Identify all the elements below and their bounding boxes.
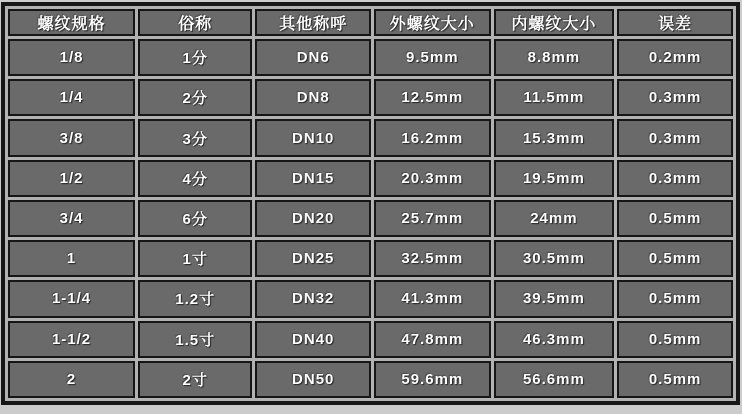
table-cell: 1.5寸 bbox=[138, 321, 252, 358]
table-cell: DN32 bbox=[255, 280, 371, 317]
table-cell: 0.5mm bbox=[617, 361, 733, 398]
table-cell: 4分 bbox=[138, 160, 252, 197]
table-cell: 32.5mm bbox=[374, 240, 490, 277]
table-cell: 1.2寸 bbox=[138, 280, 252, 317]
column-header: 俗称 bbox=[138, 9, 252, 36]
table-cell: 24mm bbox=[494, 200, 615, 237]
table-cell: 1/2 bbox=[8, 160, 135, 197]
table-cell: 0.5mm bbox=[617, 200, 733, 237]
table-row bbox=[8, 39, 733, 76]
table-cell: 1寸 bbox=[138, 240, 252, 277]
table-cell: 19.5mm bbox=[494, 160, 615, 197]
table-cell: 47.8mm bbox=[374, 321, 490, 358]
table-cell: 3分 bbox=[138, 119, 252, 156]
table-row bbox=[8, 160, 733, 197]
column-header: 内螺纹大小 bbox=[494, 9, 615, 36]
table-cell: 39.5mm bbox=[494, 280, 615, 317]
table-cell: 0.3mm bbox=[617, 160, 733, 197]
table-cell: 1-1/2 bbox=[8, 321, 135, 358]
table-cell: DN50 bbox=[255, 361, 371, 398]
table-cell: 25.7mm bbox=[374, 200, 490, 237]
table-cell: 3/8 bbox=[8, 119, 135, 156]
table-cell: 8.8mm bbox=[494, 39, 615, 76]
column-header: 外螺纹大小 bbox=[374, 9, 490, 36]
table-cell: 20.3mm bbox=[374, 160, 490, 197]
table-cell: 0.3mm bbox=[617, 119, 733, 156]
table-cell: DN6 bbox=[255, 39, 371, 76]
table-row bbox=[8, 240, 733, 277]
table-cell: 3/4 bbox=[8, 200, 135, 237]
table-cell: DN15 bbox=[255, 160, 371, 197]
table-cell: 1分 bbox=[138, 39, 252, 76]
table-cell: 15.3mm bbox=[494, 119, 615, 156]
thread-size-table bbox=[1, 2, 740, 405]
table-cell: DN8 bbox=[255, 79, 371, 116]
table-cell: 2分 bbox=[138, 79, 252, 116]
table-cell: 41.3mm bbox=[374, 280, 490, 317]
table-cell: 1-1/4 bbox=[8, 280, 135, 317]
table-cell: 12.5mm bbox=[374, 79, 490, 116]
table-cell: 2 bbox=[8, 361, 135, 398]
table-cell: DN10 bbox=[255, 119, 371, 156]
table-cell: 1/8 bbox=[8, 39, 135, 76]
table-cell: 16.2mm bbox=[374, 119, 490, 156]
table-cell: DN40 bbox=[255, 321, 371, 358]
table-cell: 1/4 bbox=[8, 79, 135, 116]
table-row bbox=[8, 79, 733, 116]
table-cell: 11.5mm bbox=[494, 79, 615, 116]
table-cell: 6分 bbox=[138, 200, 252, 237]
table-cell: DN20 bbox=[255, 200, 371, 237]
table-row bbox=[8, 119, 733, 156]
table-row bbox=[8, 361, 733, 398]
table-cell: 0.5mm bbox=[617, 280, 733, 317]
table-cell: 0.2mm bbox=[617, 39, 733, 76]
table-cell: DN25 bbox=[255, 240, 371, 277]
table-cell: 56.6mm bbox=[494, 361, 615, 398]
table-header bbox=[8, 9, 733, 36]
column-header: 螺纹规格 bbox=[8, 9, 135, 36]
table-cell: 46.3mm bbox=[494, 321, 615, 358]
table-cell: 59.6mm bbox=[374, 361, 490, 398]
table-row bbox=[8, 200, 733, 237]
table-cell: 1 bbox=[8, 240, 135, 277]
table-cell: 30.5mm bbox=[494, 240, 615, 277]
table-body bbox=[8, 39, 733, 398]
table-cell: 9.5mm bbox=[374, 39, 490, 76]
column-header: 误差 bbox=[617, 9, 733, 36]
table-cell: 0.3mm bbox=[617, 79, 733, 116]
column-header: 其他称呼 bbox=[255, 9, 371, 36]
table-row bbox=[8, 280, 733, 317]
table-cell: 2寸 bbox=[138, 361, 252, 398]
table-row bbox=[8, 321, 733, 358]
header-row bbox=[8, 9, 733, 36]
table-cell: 0.5mm bbox=[617, 321, 733, 358]
table-cell: 0.5mm bbox=[617, 240, 733, 277]
